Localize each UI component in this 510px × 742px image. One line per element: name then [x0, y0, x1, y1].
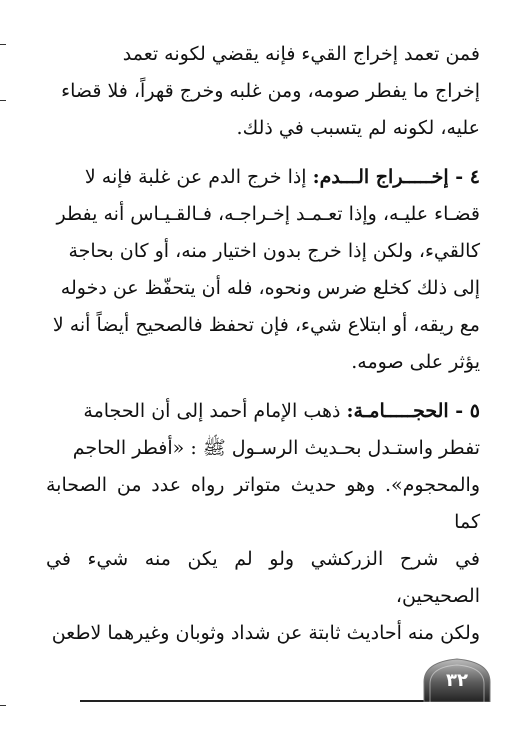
footer-rule — [80, 700, 440, 702]
text-line: مع ريقه، أو ابتلاع شيء، فإن تحفظ فالصحيح أيضاً أنه لا — [52, 314, 480, 336]
page-number: ٣٢ — [446, 670, 468, 691]
text-line: فمن تعمد إخراج القيء فإنه يقضي لكونه تعمد — [122, 43, 480, 65]
text-line: يؤثر على صومه. — [351, 351, 480, 373]
text-line: عليه، لكونه لم يتسبب في ذلك. — [236, 117, 480, 139]
text-line: إخراج ما يفطر صومه، ومن غلبه وخرج قهراً، فلا قضاء — [61, 80, 480, 102]
page-number-badge — [422, 656, 492, 702]
margin-tick-middle — [0, 100, 6, 101]
paragraph-cupping — [46, 393, 480, 652]
text-line: قضـاء عليـه، وإذا تعـمـد إخـراجـه، فـالقـيـاس أنه يفطر — [56, 203, 480, 225]
section-heading-bloodletting: ٤ - إخـــــراج الـــدم: — [312, 166, 480, 188]
margin-tick-bottom — [0, 705, 6, 706]
text-line: ولكن منه أحاديث ثابتة عن شداد وثوبان وغيرهما لاطعن — [51, 622, 480, 644]
paragraph-vomiting — [46, 36, 480, 147]
text-line: في شرح الزركشي ولو لم يكن منه شيء في الصحيحين، — [46, 548, 480, 607]
section-heading-cupping: ٥ - الحجـــــامـة: — [346, 400, 480, 422]
paragraph-bloodletting — [46, 159, 480, 381]
text-line: كالقيء، ولكن إذا خرج بدون اختيار منه، أو كان بحاجة — [68, 240, 480, 262]
text-line: تفطر واستـدل بحـديث الرسـول ﷺ : «أفطر الحاجم — [72, 437, 480, 459]
text-line: والمحجوم». وهو حديث متواتر رواه عدد من الصحابة كما — [46, 474, 480, 533]
text-line: إلى ذلك كخلع ضرس ونحوه، فله أن يتحفّظ عن دخوله — [60, 277, 480, 299]
margin-tick-top — [0, 44, 6, 45]
text-line: ذهب الإمام أحمد إلى أن الحجامة — [83, 400, 347, 422]
page-body — [46, 36, 480, 652]
text-line: إذا خرج الدم عن غلبة فإنه لا — [84, 166, 313, 188]
